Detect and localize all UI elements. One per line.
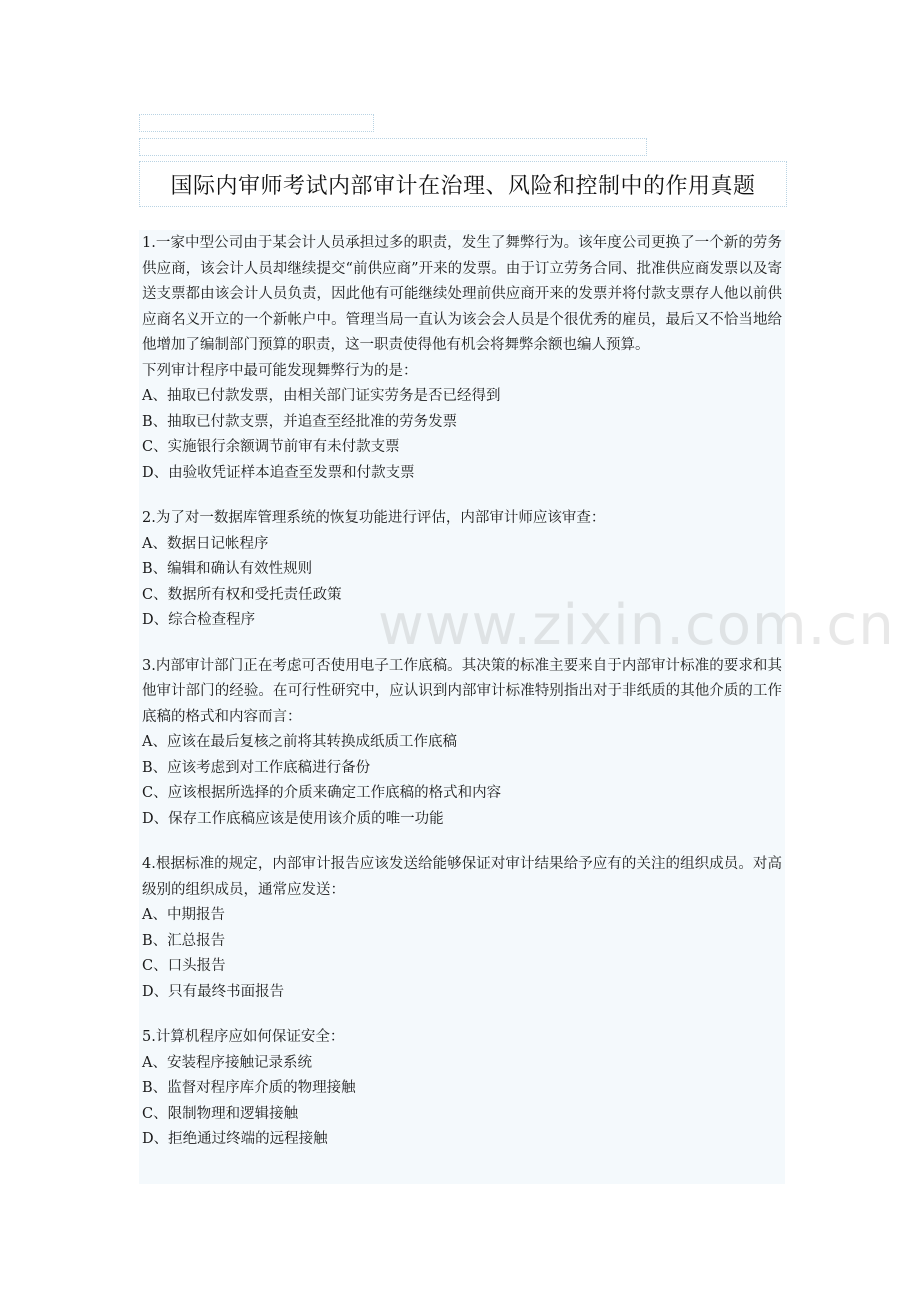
- title-frame: [139, 161, 787, 207]
- option-d: D、保存工作底稿应该是使用该介质的唯一功能: [142, 810, 444, 827]
- question-4: [142, 852, 782, 1005]
- option-a: A、中期报告: [142, 907, 225, 923]
- spacer: [142, 1005, 782, 1025]
- header-placeholder-box: [139, 138, 647, 156]
- option-c: C、应该根据所选择的介质来确定工作底稿的格式和内容: [142, 785, 502, 801]
- question-list: [139, 230, 785, 1184]
- option-a: A、数据日记帐程序: [142, 535, 269, 552]
- question-prompt: 下列审计程序中最可能发现舞弊行为的是：: [142, 362, 418, 379]
- option-c: C、限制物理和逻辑接触: [142, 1105, 299, 1122]
- option-a: A、应该在最后复核之前将其转换成纸质工作底稿: [142, 734, 457, 750]
- option-c: C、实施银行余额调节前审有未付款支票: [142, 439, 400, 455]
- question-stem: 1.一家中型公司由于某会计人员承担过多的职责，发生了舞弊行为。该年度公司更换了一个新的劳务供应商，该会计人员却继续提交“前供应商”开来的发票。由于订立劳务合同、批准供应商发票以及寄送支票都由该会计人员负责，因此他有可能继续处理前供应商开来的发票并将付款支票存人他以前供应商名义开立的一个新帐户中。管理当局一直认为该会会人员是个很优秀的雇员，最后又不恰当地给他增加了编制部门预算的职责，这一职责使得他有机会将舞弊余额也编人预算。: [142, 235, 782, 353]
- question-2: [142, 506, 782, 634]
- spacer: [142, 634, 782, 654]
- question-stem: 4.根据标准的规定，内部审计报告应该发送给能够保证对审计结果给予应有的关注的组织成员。对高级别的组织成员，通常应发送：: [142, 856, 782, 898]
- question-stem: 5.计算机程序应如何保证安全：: [142, 1029, 345, 1045]
- question-3: [142, 654, 782, 833]
- option-b: B、抽取已付款支票，并追查至经批准的劳务发票: [142, 413, 458, 430]
- header-placeholder-box: [139, 114, 374, 132]
- option-b: B、编辑和确认有效性规则: [142, 561, 313, 577]
- option-a: A、安装程序接触记录系统: [142, 1054, 312, 1071]
- option-b: B、汇总报告: [142, 932, 226, 949]
- watermark: www.zixin.com.cn: [378, 593, 895, 658]
- option-c: C、数据所有权和受托责任政策: [142, 586, 342, 603]
- option-d: D、拒绝通过终端的远程接触: [142, 1131, 328, 1147]
- option-d: D、由验收凭证样本追查至发票和付款支票: [142, 464, 415, 481]
- option-b: B、监督对程序库介质的物理接触: [142, 1080, 356, 1096]
- option-c: C、口头报告: [142, 958, 226, 974]
- question-1: [142, 231, 782, 486]
- option-d: D、只有最终书面报告: [142, 983, 285, 1000]
- question-5: [142, 1025, 782, 1153]
- spacer: [142, 832, 782, 852]
- question-stem: 2.为了对一数据库管理系统的恢复功能进行评估，内部审计师应该审查：: [142, 510, 606, 526]
- option-a: A、抽取已付款发票，由相关部门证实劳务是否已经得到: [142, 388, 501, 404]
- page-title: 国际内审师考试内部审计在治理、风险和控制中的作用真题: [170, 173, 756, 199]
- option-b: B、应该考虑到对工作底稿进行备份: [142, 759, 371, 776]
- question-stem: 3.内部审计部门正在考虑可否使用电子工作底稿。其决策的标准主要来自于内部审计标准的要求和其他审计部门的经验。在可行性研究中，应认识到内部审计标准特别指出对于非纸质的其他介质的工作底稿的格式和内容而言：: [142, 657, 782, 725]
- spacer: [142, 486, 782, 506]
- option-d: D、综合检查程序: [142, 612, 256, 628]
